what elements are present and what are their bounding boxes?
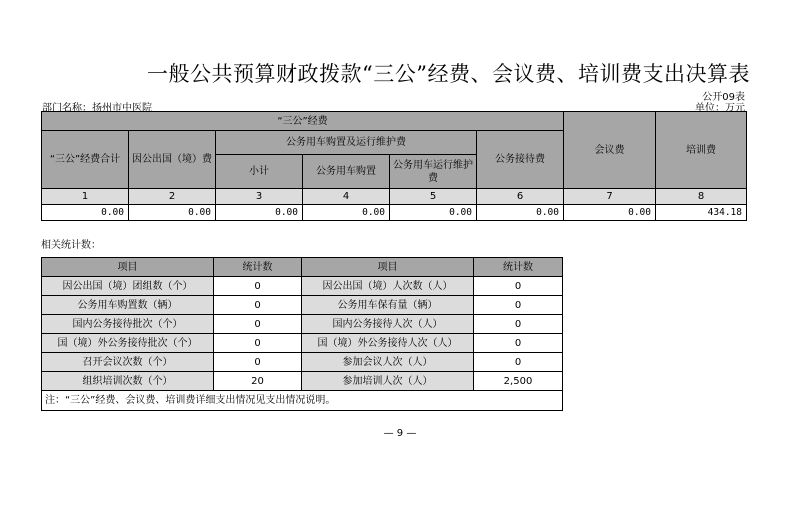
table-row <box>42 334 563 353</box>
stats-value: 0 <box>214 353 302 372</box>
table-row <box>42 315 563 334</box>
stats-value: 0 <box>214 315 302 334</box>
page-number: — 9 — <box>383 428 417 439</box>
page-title: 一般公共预算财政拨款“三公”经费、会议费、培训费支出决算表 <box>147 62 750 86</box>
col-subtotal-header: 小计 <box>216 155 303 189</box>
stats-item-label: 国（境）外公务接待人次（人） <box>302 334 474 353</box>
col-number: 2 <box>129 189 216 205</box>
value-cell: 0.00 <box>129 205 216 221</box>
stats-value: 0 <box>474 296 563 315</box>
col-abroad-header: 因公出国（境）费 <box>129 131 216 189</box>
stats-item-label: 参加会议人次（人） <box>302 353 474 372</box>
col-total-header: “三公”经费合计 <box>42 131 129 189</box>
value-cell: 0.00 <box>216 205 303 221</box>
stats-value: 20 <box>214 372 302 391</box>
col-number: 3 <box>216 189 303 205</box>
stats-table <box>41 257 563 411</box>
stats-item-label: 组织培训次数（个） <box>42 372 214 391</box>
stats-label: 相关统计数： <box>41 240 101 251</box>
stats-value: 0 <box>474 315 563 334</box>
value-cell: 0.00 <box>477 205 564 221</box>
stats-header-count: 统计数 <box>474 258 563 277</box>
col-training-header: 培训费 <box>656 112 747 189</box>
stats-item-label: 国内公务接待批次（个） <box>42 315 214 334</box>
stats-header-item: 项目 <box>42 258 214 277</box>
stats-item-label: 公务用车保有量（辆） <box>302 296 474 315</box>
table-row <box>42 277 563 296</box>
value-cell: 0.00 <box>390 205 477 221</box>
stats-header-item: 项目 <box>302 258 474 277</box>
col-number: 6 <box>477 189 564 205</box>
stats-value: 0 <box>474 277 563 296</box>
stats-item-label: 国内公务接待人次（人） <box>302 315 474 334</box>
table-row <box>42 372 563 391</box>
value-cell: 0.00 <box>303 205 390 221</box>
stats-value: 0 <box>214 334 302 353</box>
department-name: 部门名称：扬州市中医院 <box>42 103 152 114</box>
stats-item-label: 因公出国（境）团组数（个） <box>42 277 214 296</box>
col-vehicle-group-header: 公务用车购置及运行维护费 <box>216 131 477 155</box>
expenditure-table <box>41 111 747 221</box>
stats-item-label: 因公出国（境）人次数（人） <box>302 277 474 296</box>
stats-value: 2,500 <box>474 372 563 391</box>
stats-value: 0 <box>214 296 302 315</box>
col-number: 4 <box>303 189 390 205</box>
stats-note: 注：“三公”经费、会议费、培训费详细支出情况见支出情况说明。 <box>42 391 563 411</box>
stats-item-label: 参加培训人次（人） <box>302 372 474 391</box>
col-number: 8 <box>656 189 747 205</box>
col-number: 1 <box>42 189 129 205</box>
value-cell: 0.00 <box>42 205 129 221</box>
stats-value: 0 <box>474 334 563 353</box>
value-cell: 434.18 <box>656 205 747 221</box>
stats-value: 0 <box>214 277 302 296</box>
form-number: 公开09表 <box>702 92 745 103</box>
table-row <box>42 296 563 315</box>
sangong-group-header: “三公”经费 <box>42 112 564 131</box>
stats-item-label: 召开会议次数（个） <box>42 353 214 372</box>
col-reception-header: 公务接待费 <box>477 131 564 189</box>
col-vehicle-purchase-header: 公务用车购置 <box>303 155 390 189</box>
col-meeting-header: 会议费 <box>564 112 656 189</box>
stats-header-count: 统计数 <box>214 258 302 277</box>
unit-label: 单位：万元 <box>695 103 745 114</box>
col-number: 7 <box>564 189 656 205</box>
stats-item-label: 公务用车购置数（辆） <box>42 296 214 315</box>
col-number: 5 <box>390 189 477 205</box>
stats-value: 0 <box>474 353 563 372</box>
stats-item-label: 国（境）外公务接待批次（个） <box>42 334 214 353</box>
col-vehicle-run-header: 公务用车运行维护费 <box>390 155 477 189</box>
value-cell: 0.00 <box>564 205 656 221</box>
table-row <box>42 353 563 372</box>
